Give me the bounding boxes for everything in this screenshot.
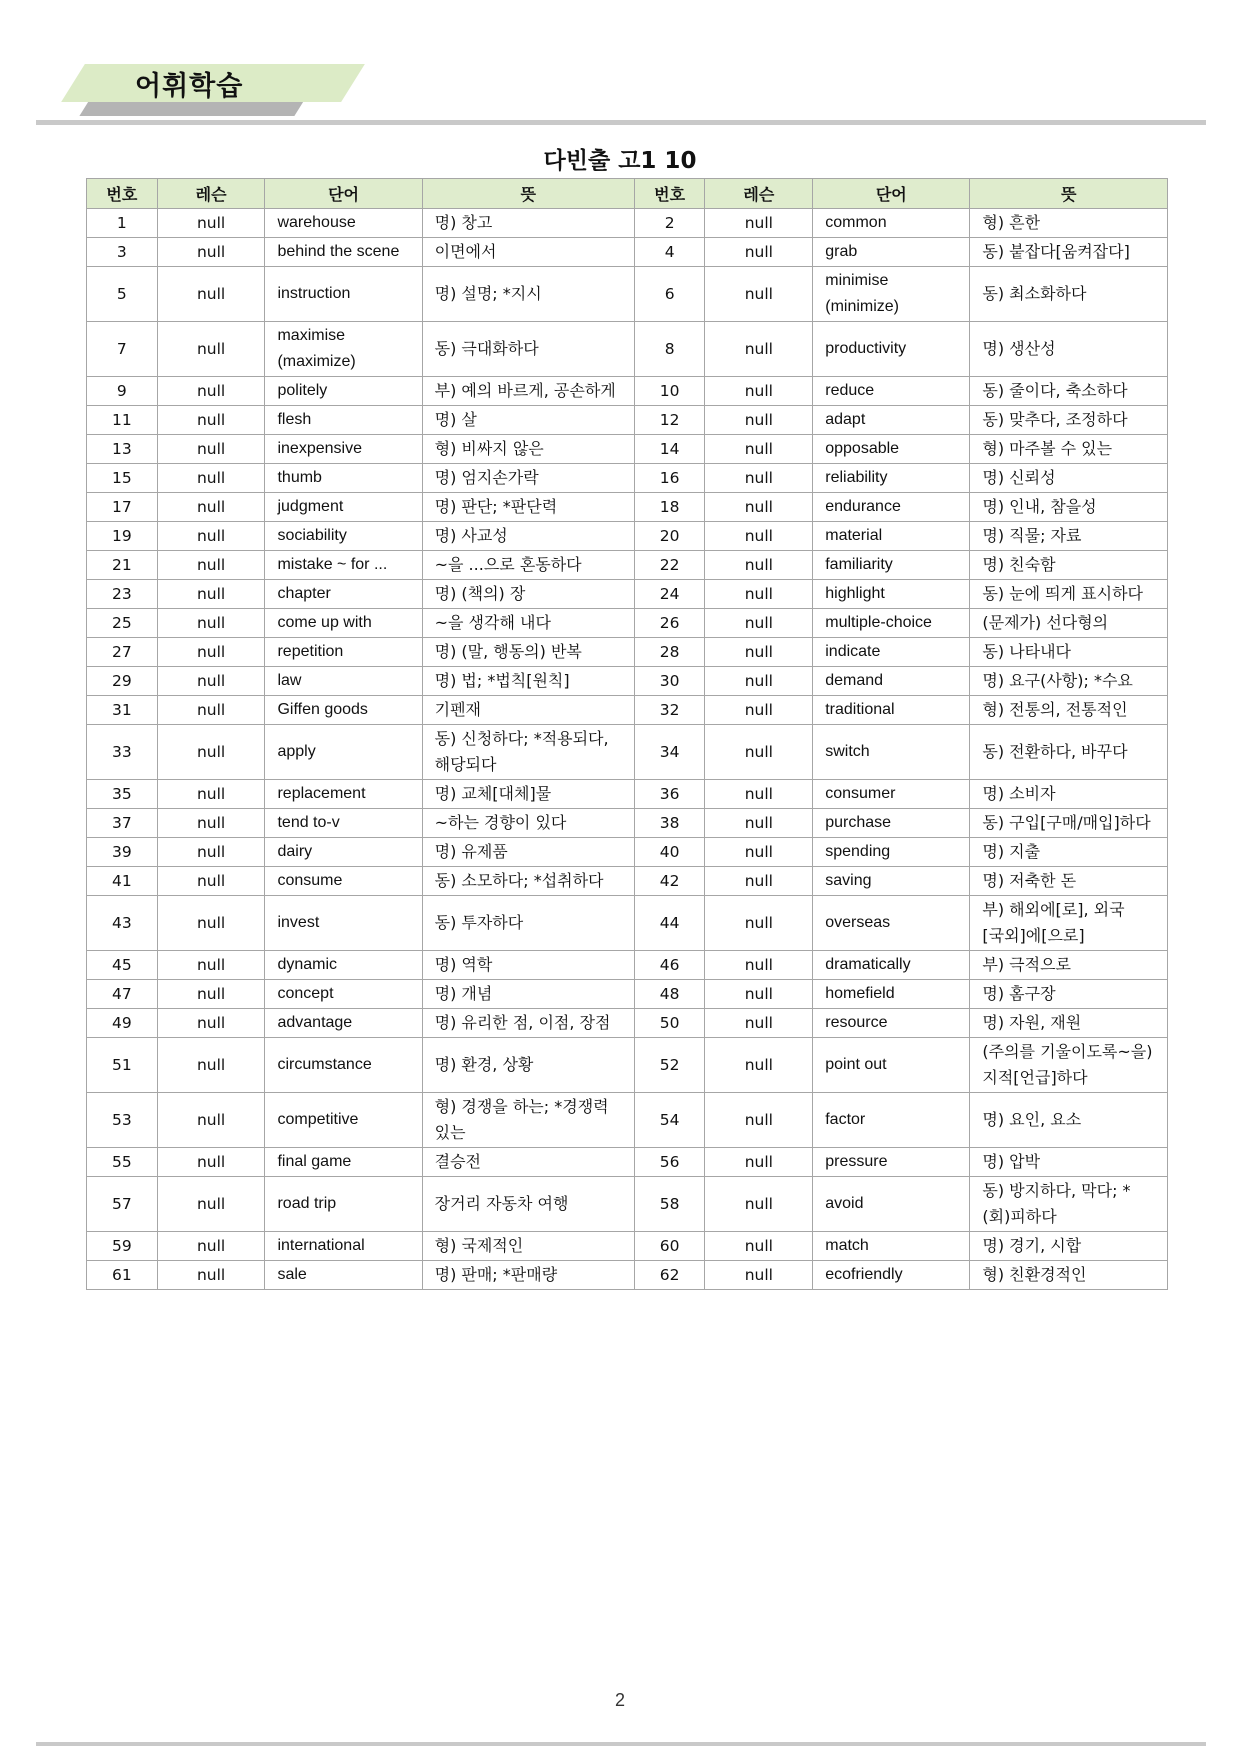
meaning-cell: 동) 맞추다, 조정하다 (970, 406, 1168, 435)
word-cell: apply (265, 725, 422, 780)
entry-number: 58 (634, 1177, 705, 1232)
word-cell: homefield (813, 980, 970, 1009)
meaning-cell: 명) 교체[대체]물 (422, 780, 634, 809)
lesson-cell: null (705, 696, 813, 725)
meaning-cell: 명) 창고 (422, 209, 634, 238)
lesson-cell: null (157, 638, 265, 667)
word-cell: indicate (813, 638, 970, 667)
entry-number: 9 (87, 377, 158, 406)
table-row (87, 867, 1168, 896)
entry-number: 34 (634, 725, 705, 780)
table-row (87, 896, 1168, 951)
meaning-cell: 명) 판단; *판단력 (422, 493, 634, 522)
table-row (87, 980, 1168, 1009)
lesson-cell: null (705, 838, 813, 867)
table-row (87, 238, 1168, 267)
lesson-cell: null (705, 1232, 813, 1261)
entry-number: 29 (87, 667, 158, 696)
entry-number: 56 (634, 1148, 705, 1177)
lesson-cell: null (705, 238, 813, 267)
lesson-cell: null (705, 896, 813, 951)
lesson-cell: null (705, 809, 813, 838)
meaning-cell: 명) 사교성 (422, 522, 634, 551)
entry-number: 33 (87, 725, 158, 780)
lesson-cell: null (157, 580, 265, 609)
meaning-cell: 명) 살 (422, 406, 634, 435)
table-row (87, 696, 1168, 725)
word-cell: flesh (265, 406, 422, 435)
meaning-cell: 동) 극대화하다 (422, 322, 634, 377)
column-header-lesson: 레슨 (705, 179, 813, 209)
meaning-cell: 부) 예의 바르게, 공손하게 (422, 377, 634, 406)
column-header-number: 번호 (87, 179, 158, 209)
lesson-cell: null (705, 951, 813, 980)
page-number: 2 (614, 1690, 625, 1710)
entry-number: 60 (634, 1232, 705, 1261)
word-cell: law (265, 667, 422, 696)
table-row (87, 209, 1168, 238)
meaning-cell: 명) 법; *법칙[원칙] (422, 667, 634, 696)
lesson-cell: null (705, 609, 813, 638)
entry-number: 5 (87, 267, 158, 322)
meaning-cell: 명) 환경, 상황 (422, 1038, 634, 1093)
lesson-cell: null (705, 551, 813, 580)
lesson-cell: null (157, 209, 265, 238)
column-header-lesson: 레슨 (157, 179, 265, 209)
table-row (87, 551, 1168, 580)
word-cell: invest (265, 896, 422, 951)
word-cell: politely (265, 377, 422, 406)
meaning-cell: 형) 비싸지 않은 (422, 435, 634, 464)
lesson-cell: null (157, 1038, 265, 1093)
lesson-cell: null (705, 493, 813, 522)
meaning-cell: 명) 엄지손가락 (422, 464, 634, 493)
entry-number: 18 (634, 493, 705, 522)
meaning-cell: (주의를 기울이도록~을) 지적[언급]하다 (970, 1038, 1168, 1093)
table-row (87, 809, 1168, 838)
table-row (87, 838, 1168, 867)
word-cell: demand (813, 667, 970, 696)
word-cell: minimise (minimize) (813, 267, 970, 322)
lesson-cell: null (157, 867, 265, 896)
meaning-cell: 동) 눈에 띄게 표시하다 (970, 580, 1168, 609)
lesson-cell: null (157, 322, 265, 377)
lesson-cell: null (705, 1009, 813, 1038)
word-cell: consumer (813, 780, 970, 809)
lesson-cell: null (705, 406, 813, 435)
banner-title: 어휘학습 (135, 71, 244, 102)
entry-number: 2 (634, 209, 705, 238)
lesson-cell: null (157, 951, 265, 980)
word-cell: inexpensive (265, 435, 422, 464)
lesson-cell: null (705, 980, 813, 1009)
lesson-cell: null (705, 1177, 813, 1232)
table-row (87, 493, 1168, 522)
lesson-cell: null (157, 464, 265, 493)
entry-number: 6 (634, 267, 705, 322)
meaning-cell: 동) 최소화하다 (970, 267, 1168, 322)
meaning-cell: 결승전 (422, 1148, 634, 1177)
entry-number: 13 (87, 435, 158, 464)
lesson-cell: null (157, 1009, 265, 1038)
meaning-cell: 명) 경기, 시합 (970, 1232, 1168, 1261)
word-cell: road trip (265, 1177, 422, 1232)
lesson-cell: null (157, 238, 265, 267)
entry-number: 41 (87, 867, 158, 896)
meaning-cell: 명) 인내, 참을성 (970, 493, 1168, 522)
word-cell: adapt (813, 406, 970, 435)
column-header-meaning: 뜻 (970, 179, 1168, 209)
word-cell: material (813, 522, 970, 551)
lesson-cell: null (157, 667, 265, 696)
meaning-cell: 부) 해외에[로], 외국[국외]에[으로] (970, 896, 1168, 951)
lesson-cell: null (705, 1093, 813, 1148)
word-cell: circumstance (265, 1038, 422, 1093)
entry-number: 45 (87, 951, 158, 980)
lesson-cell: null (705, 780, 813, 809)
entry-number: 42 (634, 867, 705, 896)
meaning-cell: 동) 신청하다; *적용되다, 해당되다 (422, 725, 634, 780)
meaning-cell: 명) 생산성 (970, 322, 1168, 377)
top-divider (36, 120, 1206, 125)
word-cell: reliability (813, 464, 970, 493)
entry-number: 16 (634, 464, 705, 493)
entry-number: 49 (87, 1009, 158, 1038)
word-cell: international (265, 1232, 422, 1261)
word-cell: behind the scene (265, 238, 422, 267)
vocabulary-table (86, 178, 1168, 1290)
table-row (87, 1148, 1168, 1177)
word-cell: endurance (813, 493, 970, 522)
word-cell: productivity (813, 322, 970, 377)
word-cell: common (813, 209, 970, 238)
column-header-word: 단어 (265, 179, 422, 209)
word-cell: dairy (265, 838, 422, 867)
word-cell: resource (813, 1009, 970, 1038)
lesson-cell: null (157, 1232, 265, 1261)
entry-number: 38 (634, 809, 705, 838)
entry-number: 19 (87, 522, 158, 551)
word-cell: saving (813, 867, 970, 896)
table-row (87, 780, 1168, 809)
meaning-cell: 명) 신뢰성 (970, 464, 1168, 493)
lesson-cell: null (705, 725, 813, 780)
lesson-cell: null (157, 725, 265, 780)
word-cell: spending (813, 838, 970, 867)
meaning-cell: 형) 경쟁을 하는; *경쟁력 있는 (422, 1093, 634, 1148)
meaning-cell: 형) 국제적인 (422, 1232, 634, 1261)
entry-number: 50 (634, 1009, 705, 1038)
word-cell: tend to-v (265, 809, 422, 838)
meaning-cell: 명) 지출 (970, 838, 1168, 867)
meaning-cell: 명) 요인, 요소 (970, 1093, 1168, 1148)
table-header-row (87, 179, 1168, 209)
table-row (87, 322, 1168, 377)
lesson-cell: null (157, 809, 265, 838)
meaning-cell: 동) 구입[구매/매입]하다 (970, 809, 1168, 838)
table-row (87, 522, 1168, 551)
lesson-cell: null (705, 867, 813, 896)
lesson-cell: null (157, 609, 265, 638)
table-row (87, 267, 1168, 322)
entry-number: 39 (87, 838, 158, 867)
meaning-cell: 형) 마주볼 수 있는 (970, 435, 1168, 464)
meaning-cell: 명) (책의) 장 (422, 580, 634, 609)
entry-number: 44 (634, 896, 705, 951)
meaning-cell: 명) 판매; *판매량 (422, 1261, 634, 1290)
meaning-cell: (문제가) 선다형의 (970, 609, 1168, 638)
meaning-cell: 명) 홈구장 (970, 980, 1168, 1009)
entry-number: 28 (634, 638, 705, 667)
meaning-cell: 부) 극적으로 (970, 951, 1168, 980)
table-row (87, 377, 1168, 406)
word-cell: reduce (813, 377, 970, 406)
word-cell: chapter (265, 580, 422, 609)
word-cell: match (813, 1232, 970, 1261)
meaning-cell: 장거리 자동차 여행 (422, 1177, 634, 1232)
word-cell: avoid (813, 1177, 970, 1232)
entry-number: 35 (87, 780, 158, 809)
entry-number: 53 (87, 1093, 158, 1148)
entry-number: 36 (634, 780, 705, 809)
word-cell: sociability (265, 522, 422, 551)
word-cell: consume (265, 867, 422, 896)
entry-number: 40 (634, 838, 705, 867)
meaning-cell: 동) 붙잡다[움켜잡다] (970, 238, 1168, 267)
word-cell: highlight (813, 580, 970, 609)
entry-number: 48 (634, 980, 705, 1009)
meaning-cell: 명) 요구(사항); *수요 (970, 667, 1168, 696)
word-cell: traditional (813, 696, 970, 725)
entry-number: 51 (87, 1038, 158, 1093)
meaning-cell: 형) 흔한 (970, 209, 1168, 238)
entry-number: 54 (634, 1093, 705, 1148)
lesson-cell: null (705, 322, 813, 377)
entry-number: 25 (87, 609, 158, 638)
meaning-cell: ~을 ...으로 혼동하다 (422, 551, 634, 580)
meaning-cell: 명) 친숙함 (970, 551, 1168, 580)
table-row (87, 609, 1168, 638)
word-cell: dynamic (265, 951, 422, 980)
entry-number: 12 (634, 406, 705, 435)
table-row (87, 435, 1168, 464)
lesson-cell: null (705, 522, 813, 551)
lesson-cell: null (157, 780, 265, 809)
lesson-cell: null (705, 435, 813, 464)
meaning-cell: 형) 전통의, 전통적인 (970, 696, 1168, 725)
table-row (87, 1009, 1168, 1038)
lesson-cell: null (705, 377, 813, 406)
entry-number: 22 (634, 551, 705, 580)
lesson-cell: null (157, 696, 265, 725)
meaning-cell: 명) 개념 (422, 980, 634, 1009)
table-row (87, 1232, 1168, 1261)
lesson-cell: null (157, 435, 265, 464)
meaning-cell: ~을 생각해 내다 (422, 609, 634, 638)
entry-number: 27 (87, 638, 158, 667)
meaning-cell: 동) 소모하다; *섭취하다 (422, 867, 634, 896)
table-row (87, 1261, 1168, 1290)
entry-number: 43 (87, 896, 158, 951)
meaning-cell: 기펜재 (422, 696, 634, 725)
lesson-cell: null (157, 1177, 265, 1232)
lesson-cell: null (157, 267, 265, 322)
meaning-cell: 동) 전환하다, 바꾸다 (970, 725, 1168, 780)
word-cell: judgment (265, 493, 422, 522)
entry-number: 3 (87, 238, 158, 267)
lesson-cell: null (705, 1038, 813, 1093)
entry-number: 46 (634, 951, 705, 980)
lesson-cell: null (705, 667, 813, 696)
meaning-cell: 명) 저축한 돈 (970, 867, 1168, 896)
entry-number: 1 (87, 209, 158, 238)
meaning-cell: ~하는 경향이 있다 (422, 809, 634, 838)
word-cell: purchase (813, 809, 970, 838)
entry-number: 62 (634, 1261, 705, 1290)
word-cell: sale (265, 1261, 422, 1290)
lesson-cell: null (157, 377, 265, 406)
meaning-cell: 명) 유제품 (422, 838, 634, 867)
lesson-cell: null (157, 1093, 265, 1148)
lesson-cell: null (705, 638, 813, 667)
word-cell: competitive (265, 1093, 422, 1148)
meaning-cell: 명) 소비자 (970, 780, 1168, 809)
word-cell: pressure (813, 1148, 970, 1177)
lesson-cell: null (705, 267, 813, 322)
table-row (87, 580, 1168, 609)
table-row (87, 638, 1168, 667)
document-title: 다빈출 고1 10 (543, 148, 697, 174)
word-cell: ecofriendly (813, 1261, 970, 1290)
word-cell: grab (813, 238, 970, 267)
entry-number: 55 (87, 1148, 158, 1177)
table-body (87, 209, 1168, 1290)
table-row (87, 406, 1168, 435)
meaning-cell: 명) 유리한 점, 이점, 장점 (422, 1009, 634, 1038)
lesson-cell: null (157, 522, 265, 551)
meaning-cell: 명) (말, 행동의) 반복 (422, 638, 634, 667)
word-cell: replacement (265, 780, 422, 809)
table-row (87, 1177, 1168, 1232)
meaning-cell: 명) 직물; 자료 (970, 522, 1168, 551)
word-cell: dramatically (813, 951, 970, 980)
section-banner (65, 58, 365, 114)
entry-number: 47 (87, 980, 158, 1009)
entry-number: 11 (87, 406, 158, 435)
entry-number: 31 (87, 696, 158, 725)
table-row (87, 1093, 1168, 1148)
meaning-cell: 명) 자원, 재원 (970, 1009, 1168, 1038)
entry-number: 52 (634, 1038, 705, 1093)
lesson-cell: null (157, 1148, 265, 1177)
entry-number: 23 (87, 580, 158, 609)
lesson-cell: null (157, 896, 265, 951)
column-header-word: 단어 (813, 179, 970, 209)
entry-number: 8 (634, 322, 705, 377)
word-cell: opposable (813, 435, 970, 464)
word-cell: warehouse (265, 209, 422, 238)
lesson-cell: null (705, 580, 813, 609)
entry-number: 37 (87, 809, 158, 838)
word-cell: Giffen goods (265, 696, 422, 725)
meaning-cell: 동) 투자하다 (422, 896, 634, 951)
lesson-cell: null (705, 1148, 813, 1177)
entry-number: 14 (634, 435, 705, 464)
word-cell: familiarity (813, 551, 970, 580)
word-cell: overseas (813, 896, 970, 951)
entry-number: 21 (87, 551, 158, 580)
word-cell: switch (813, 725, 970, 780)
word-cell: factor (813, 1093, 970, 1148)
entry-number: 26 (634, 609, 705, 638)
column-header-meaning: 뜻 (422, 179, 634, 209)
word-cell: multiple-choice (813, 609, 970, 638)
word-cell: mistake ~ for ... (265, 551, 422, 580)
lesson-cell: null (705, 464, 813, 493)
word-cell: repetition (265, 638, 422, 667)
lesson-cell: null (157, 838, 265, 867)
word-cell: maximise (maximize) (265, 322, 422, 377)
entry-number: 30 (634, 667, 705, 696)
lesson-cell: null (157, 493, 265, 522)
table-row (87, 725, 1168, 780)
word-cell: thumb (265, 464, 422, 493)
entry-number: 4 (634, 238, 705, 267)
meaning-cell: 형) 친환경적인 (970, 1261, 1168, 1290)
word-cell: come up with (265, 609, 422, 638)
table-row (87, 1038, 1168, 1093)
entry-number: 24 (634, 580, 705, 609)
lesson-cell: null (157, 406, 265, 435)
entry-number: 17 (87, 493, 158, 522)
meaning-cell: 동) 방지하다, 막다; *(회)피하다 (970, 1177, 1168, 1232)
entry-number: 59 (87, 1232, 158, 1261)
word-cell: advantage (265, 1009, 422, 1038)
entry-number: 7 (87, 322, 158, 377)
table-row (87, 667, 1168, 696)
word-cell: final game (265, 1148, 422, 1177)
meaning-cell: 명) 압박 (970, 1148, 1168, 1177)
meaning-cell: 동) 나타내다 (970, 638, 1168, 667)
word-cell: point out (813, 1038, 970, 1093)
lesson-cell: null (157, 1261, 265, 1290)
entry-number: 32 (634, 696, 705, 725)
meaning-cell: 이면에서 (422, 238, 634, 267)
table-row (87, 951, 1168, 980)
entry-number: 20 (634, 522, 705, 551)
lesson-cell: null (705, 1261, 813, 1290)
column-header-number: 번호 (634, 179, 705, 209)
meaning-cell: 명) 설명; *지시 (422, 267, 634, 322)
table-row (87, 464, 1168, 493)
entry-number: 61 (87, 1261, 158, 1290)
meaning-cell: 동) 줄이다, 축소하다 (970, 377, 1168, 406)
lesson-cell: null (157, 551, 265, 580)
word-cell: instruction (265, 267, 422, 322)
entry-number: 15 (87, 464, 158, 493)
word-cell: concept (265, 980, 422, 1009)
entry-number: 10 (634, 377, 705, 406)
entry-number: 57 (87, 1177, 158, 1232)
lesson-cell: null (705, 209, 813, 238)
lesson-cell: null (157, 980, 265, 1009)
bottom-divider (36, 1742, 1206, 1746)
meaning-cell: 명) 역학 (422, 951, 634, 980)
